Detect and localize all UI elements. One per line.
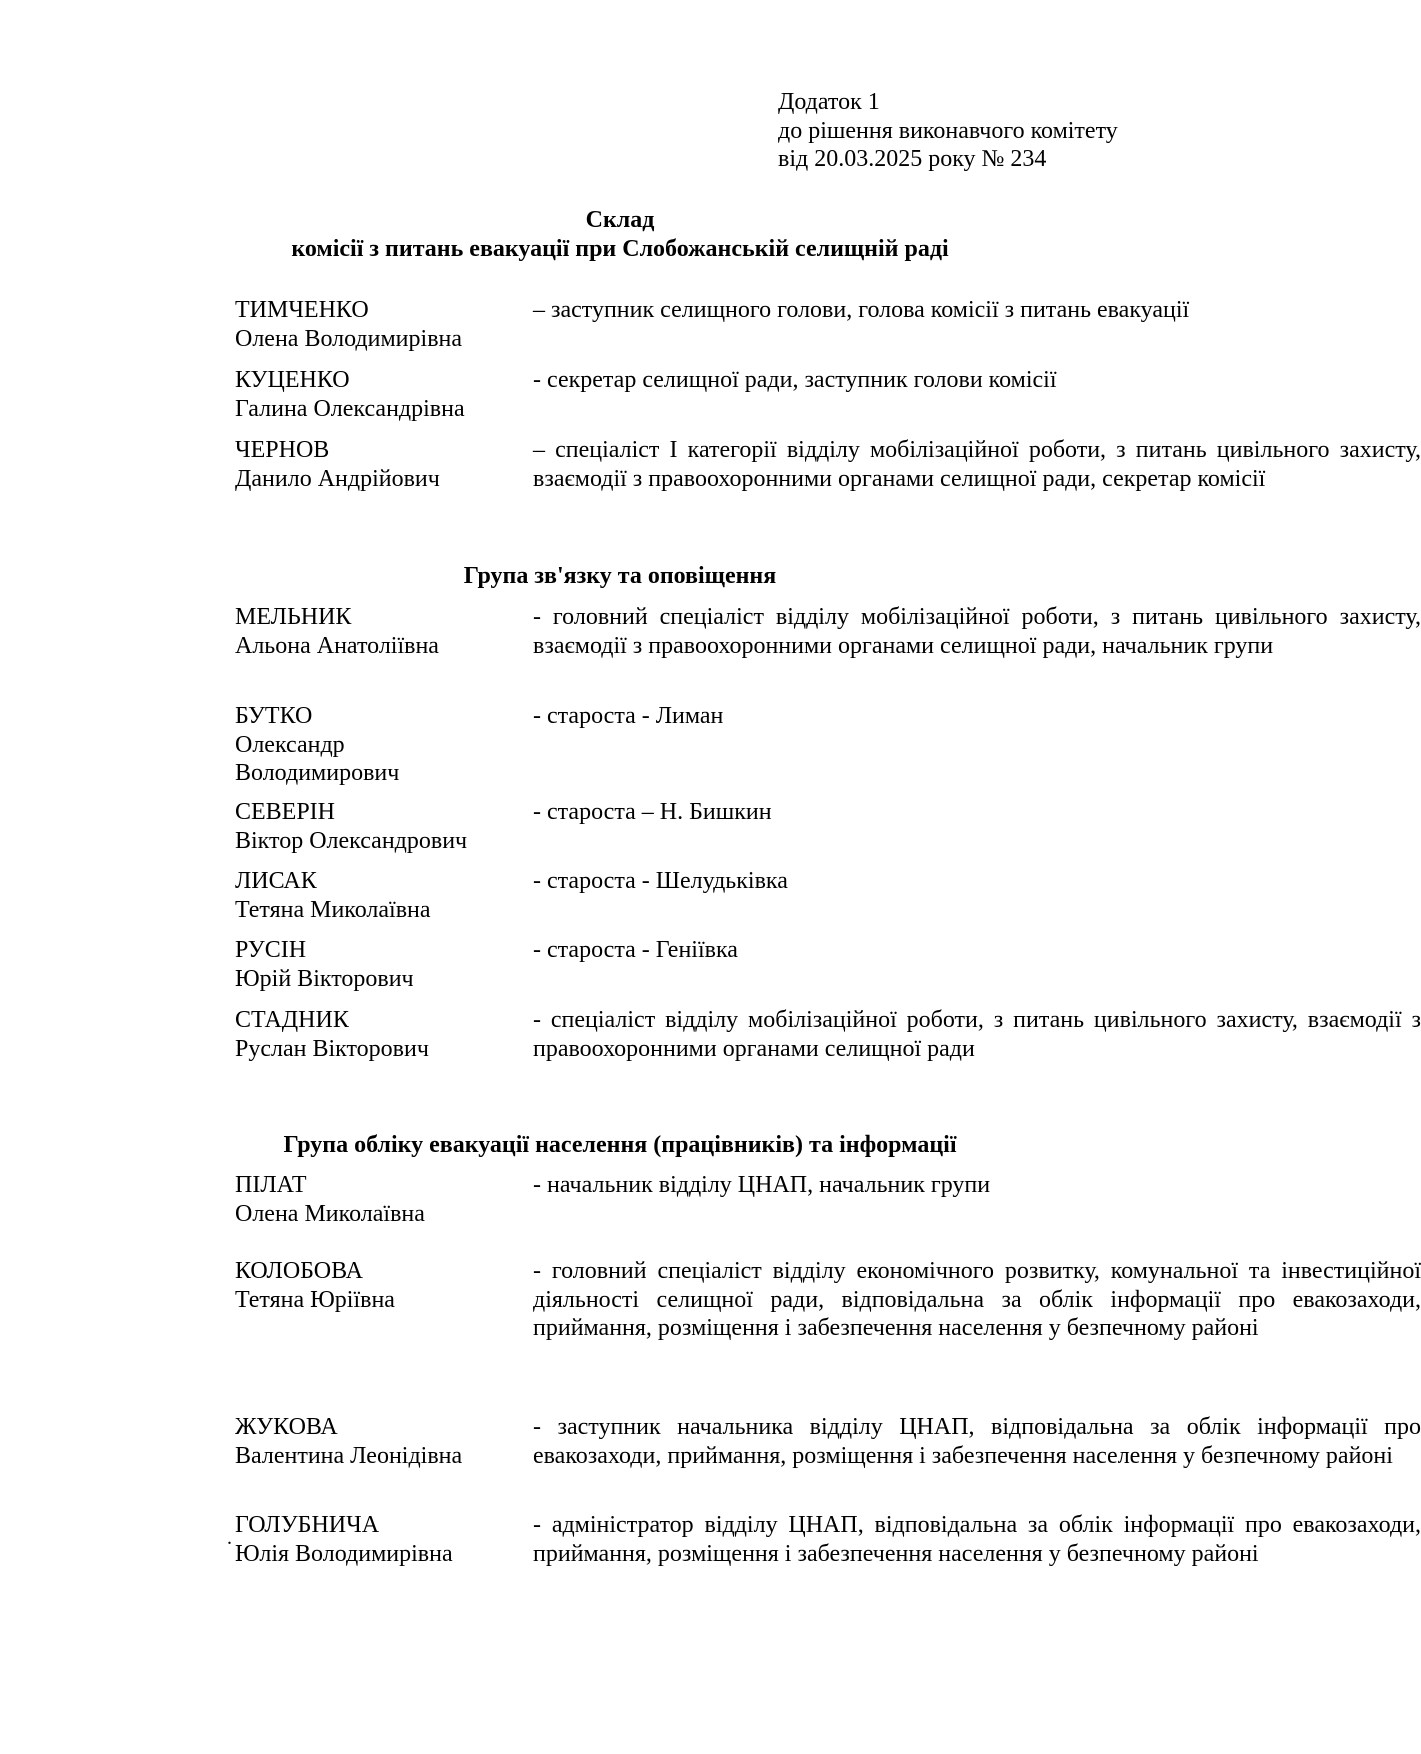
member-given-name: Юлія Володимирівна [235, 1540, 453, 1567]
member-role: - спеціаліст відділу мобілізаційної роботи, з питань цивільного захисту, взаємодії з правоохоронними органами селищної ради [533, 1007, 1421, 1062]
member-role: - головний спеціаліст відділу мобілізаційної роботи, з питань цивільного захисту, взаємодії з правоохоронними органами селищної ради, начальник групи [533, 604, 1421, 659]
member-surname: ЖУКОВА [235, 1414, 338, 1440]
section-title-communication-group: Група зв'язку та оповіщення [463, 563, 777, 589]
member-surname: ТИМЧЕНКО [235, 297, 369, 323]
document-title: Склад [585, 207, 655, 233]
member-role: - адміністратор відділу ЦНАП, відповідальна за облік інформації про евакозаходи, приймання, розміщення і забезпечення населення у безпечному районі [533, 1512, 1421, 1567]
member-given-name: Тетяна Юріївна [235, 1286, 395, 1313]
member-surname: БУТКО [235, 703, 313, 729]
section-title-accounting-group: Група обліку евакуації населення (працівників) та інформації [283, 1132, 957, 1158]
member-name [235, 436, 505, 493]
member-name [235, 798, 505, 855]
appendix-note [778, 88, 1218, 174]
member-role: - староста - Геніївка [533, 937, 738, 963]
member-name [235, 366, 505, 423]
member-given-name: Галина Олександрівна [235, 395, 465, 422]
member-role: - головний спеціаліст відділу економічного розвитку, комунальної та інвестиційної діяльності селищної ради, відповідальна за облік інформації про евакозаходи, приймання, розміщення і забезпечення населення у безпечному районі [533, 1258, 1421, 1341]
member-role: – спеціаліст І категорії відділу мобілізаційної роботи, з питань цивільного захисту, взаємодії з правоохоронними органами селищної ради, секретар комісії [533, 437, 1421, 492]
member-surname: СЕВЕРІН [235, 799, 336, 825]
member-given-name: Тетяна Миколаївна [235, 896, 431, 923]
member-given-name: Руслан Вікторович [235, 1035, 429, 1062]
member-name [235, 867, 505, 924]
member-surname: ЛИСАК [235, 868, 317, 894]
member-given-name: Олена Миколаївна [235, 1200, 425, 1227]
member-surname: КОЛОБОВА [235, 1258, 363, 1284]
stray-dot-mark: . [227, 1527, 232, 1549]
document-subtitle: комісії з питань евакуації при Слобожанській селищній раді [291, 236, 949, 262]
member-surname: РУСІН [235, 937, 307, 963]
appendix-date-number: від 20.03.2025 року № 234 [778, 146, 1047, 172]
member-role: - начальник відділу ЦНАП, начальник групи [533, 1172, 991, 1198]
member-given-name: Віктор Олександрович [235, 827, 468, 854]
member-name [235, 603, 505, 660]
member-surname: МЕЛЬНИК [235, 604, 352, 630]
member-name [235, 702, 405, 788]
member-name [235, 1413, 505, 1470]
appendix-number: Додаток 1 [778, 89, 880, 115]
member-given-name: Олена Володимирівна [235, 325, 463, 352]
member-name [235, 1006, 505, 1063]
member-name [235, 1511, 505, 1568]
member-role: - секретар селищної ради, заступник голови комісії [533, 367, 1057, 393]
member-given-name: Олександр Володимирович [235, 731, 400, 786]
member-given-name: Альона Анатоліївна [235, 632, 439, 659]
member-role: - заступник начальника відділу ЦНАП, відповідальна за облік інформації про евакозаходи, приймання, розміщення і забезпечення населення у безпечному районі [533, 1414, 1421, 1469]
member-role: - староста - Шелудьківка [533, 868, 788, 894]
member-surname: ГОЛУБНИЧА [235, 1512, 380, 1538]
appendix-decision-ref: до рішення виконавчого комітету [778, 117, 1118, 144]
member-given-name: Валентина Леонідівна [235, 1442, 463, 1469]
member-role: - староста – Н. Бишкин [533, 799, 772, 825]
member-name [235, 296, 505, 353]
member-surname: КУЦЕНКО [235, 367, 350, 393]
member-role: - староста - Лиман [533, 703, 724, 729]
member-surname: ПІЛАТ [235, 1172, 307, 1198]
member-surname: СТАДНИК [235, 1007, 349, 1033]
member-name [235, 936, 505, 993]
member-name [235, 1257, 505, 1314]
member-name [235, 1171, 505, 1228]
member-given-name: Юрій Вікторович [235, 965, 414, 992]
member-given-name: Данило Андрійович [235, 465, 440, 492]
member-role: – заступник селищного голови, голова комісії з питань евакуації [533, 297, 1190, 323]
member-surname: ЧЕРНОВ [235, 437, 330, 463]
